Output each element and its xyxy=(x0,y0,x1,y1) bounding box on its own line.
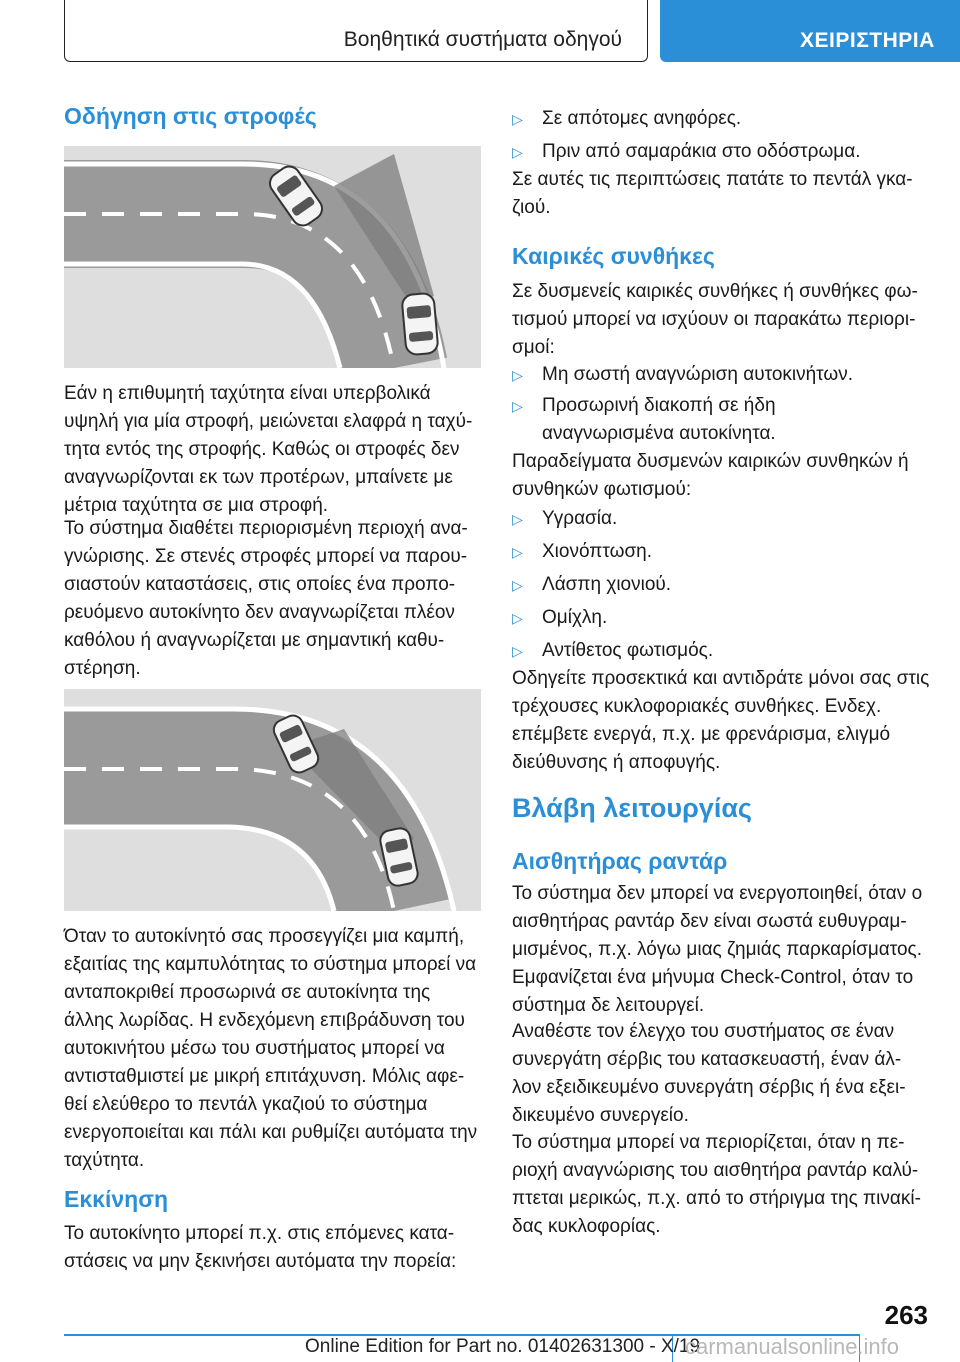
curve-illustration-2 xyxy=(64,689,481,911)
section-title: Βοηθητικά συστήματα οδηγού xyxy=(343,28,622,51)
bullet-triangle-icon: ▷ xyxy=(512,398,523,414)
bullet-triangle-icon: ▷ xyxy=(512,111,523,127)
bullet-triangle-icon: ▷ xyxy=(512,544,523,560)
bullet-triangle-icon: ▷ xyxy=(512,367,523,383)
bullet-triangle-icon: ▷ xyxy=(512,577,523,593)
curve-illustration-1 xyxy=(64,146,481,368)
para-radar-covered: Το σύστημα μπορεί να περιορίζεται, όταν η πε-ριοχή αναγνώρισης του αισθητήρα ραντάρ καλύ-πτεται μερικώς, π.χ. από το στήριγμα της πινακί-δας κυκλοφορίας. xyxy=(512,1132,921,1237)
watermark: carmanualsonline.info xyxy=(685,1334,900,1359)
chapter-tab xyxy=(660,0,960,62)
heading-start: Εκκίνηση xyxy=(64,1186,169,1212)
para-drive-carefully: Οδηγείτε προσεκτικά και αντιδράτε μόνοι σας στις τρέχουσες κυκλοφοριακές συνθήκες. Ενδεχ. επέμβετε ενεργά, π.χ. με φρενάρισμα, ελιγμό διεύθυνσης ή αποφυγής. xyxy=(512,668,930,773)
list-item: ▷ Σε απότομες ανηφόρες. xyxy=(512,105,930,133)
list-item: ▷ Αντίθετος φωτισμός. xyxy=(512,637,930,665)
heading-weather: Καιρικές συνθήκες xyxy=(512,243,715,269)
para-examples-intro: Παραδείγματα δυσμενών καιρικών συνθηκών ή συνθηκών φωτισμού: xyxy=(512,451,909,500)
car-icon xyxy=(401,293,438,356)
figure-turn-speed xyxy=(64,146,481,368)
heading-driving-in-turns: Οδήγηση στις στροφές xyxy=(64,103,317,129)
para-press-accelerator: Σε αυτές τις περιπτώσεις πατάτε το πεντάλ γκα-ζιού. xyxy=(512,169,913,218)
heading-radar-sensor: Αισθητήρας ραντάρ xyxy=(512,848,728,874)
list-item: ▷ Προσωρινή διακοπή σε ήδη αναγνωρισμένα αυτοκίνητα. xyxy=(512,392,912,448)
bullet-triangle-icon: ▷ xyxy=(512,144,523,160)
para-service-check: Αναθέστε τον έλεγχο του συστήματος σε έναν συνεργάτη σέρβις του κατασκευαστή, έναν άλ-λον εξειδικευμένο συνεργάτη σέρβις ή ένα εξει-δικευμένο συνεργείο. xyxy=(512,1021,906,1126)
bullet-triangle-icon: ▷ xyxy=(512,511,523,527)
list-item: ▷ Πριν από σαμαράκια στο οδόστρωμα. xyxy=(512,138,930,166)
bullet-triangle-icon: ▷ xyxy=(512,610,523,626)
para-check-control: Εμφανίζεται ένα μήνυμα Check-Control, όταν το σύστημα δε λειτουργεί. xyxy=(512,967,914,1016)
bullet-triangle-icon: ▷ xyxy=(512,643,523,659)
para-start-situations: Το αυτοκίνητο μπορεί π.χ. στις επόμενες κατα-στάσεις να μην ξεκινήσει αυτόματα την πορεία: xyxy=(64,1223,457,1272)
para-radar-misaligned: Το σύστημα δεν μπορεί να ενεργοποιηθεί, όταν ο αισθητήρας ραντάρ δεν είναι σωστά ευθυγραμ-μισμένος, π.χ. λόγω μιας ζημιάς παρκαρίσματος. xyxy=(512,883,923,960)
para-detection-range: Το σύστημα διαθέτει περιορισμένη περιοχή ανα-γνώρισης. Σε στενές στροφές μπορεί να παρου-σιαστούν καταστάσεις, στις οποίες ένα προπο-ρευόμενο αυτοκίνητο δεν αναγνωρίζεται πλέον καθόλου ή αναγνωρίζεται με σημαντική καθυ-στέρηση. xyxy=(64,518,468,679)
heading-malfunction: Βλάβη λειτουργίας xyxy=(512,793,752,823)
para-approach-bend: Όταν το αυτοκίνητό σας προσεγγίζει μια καμπή, εξαιτίας της καμπυλότητας το σύστημα μπορεί να ανταποκριθεί προσωρινά σε αυτοκίνητα της άλλης λωρίδας. Η ενδεχόμενη επιβράδυνση του αυτοκινήτου μέσω του συστήματος μπορεί να αντισταθμιστεί με μικρή επιτάχυνση. Μόλις αφε-θεί ελεύθερο το πεντάλ γκαζιού το σύστημα ενεργοποιείται και πάλι και ρυθμίζει αυτόματα την ταχύτητα. xyxy=(64,926,478,1171)
page-number: 263 xyxy=(884,1300,928,1330)
list-item: ▷ Λάσπη χιονιού. xyxy=(512,571,930,599)
figure-adjacent-lane xyxy=(64,689,481,911)
para-weather-limits: Σε δυσμενείς καιρικές συνθήκες ή συνθήκες φω-τισμού μπορεί να ισχύουν οι παρακάτω περιορι-σμοί: xyxy=(512,281,918,358)
chapter-tab-label: ΧΕΙΡΙΣΤΗΡΙΑ xyxy=(800,29,935,52)
list-item: ▷ Ομίχλη. xyxy=(512,604,930,632)
list-item: ▷ Μη σωστή αναγνώριση αυτοκινήτων. xyxy=(512,361,930,389)
para-speed-in-turn: Εάν η επιθυμητή ταχύτητα είναι υπερβολικά υψηλή για μία στροφή, μειώνεται ελαφρά η ταχύ-τητα εντός της στροφής. Καθώς οι στροφές δεν αναγνωρίζονται εκ των προτέρων, μπαίνετε με μέτρια ταχύτητα σε μια στροφή. xyxy=(64,383,473,516)
footer-edition: Online Edition for Part no. 01402631300 - X/19 xyxy=(305,1336,701,1357)
list-item: ▷ Υγρασία. xyxy=(512,505,930,533)
list-item: ▷ Χιονόπτωση. xyxy=(512,538,930,566)
